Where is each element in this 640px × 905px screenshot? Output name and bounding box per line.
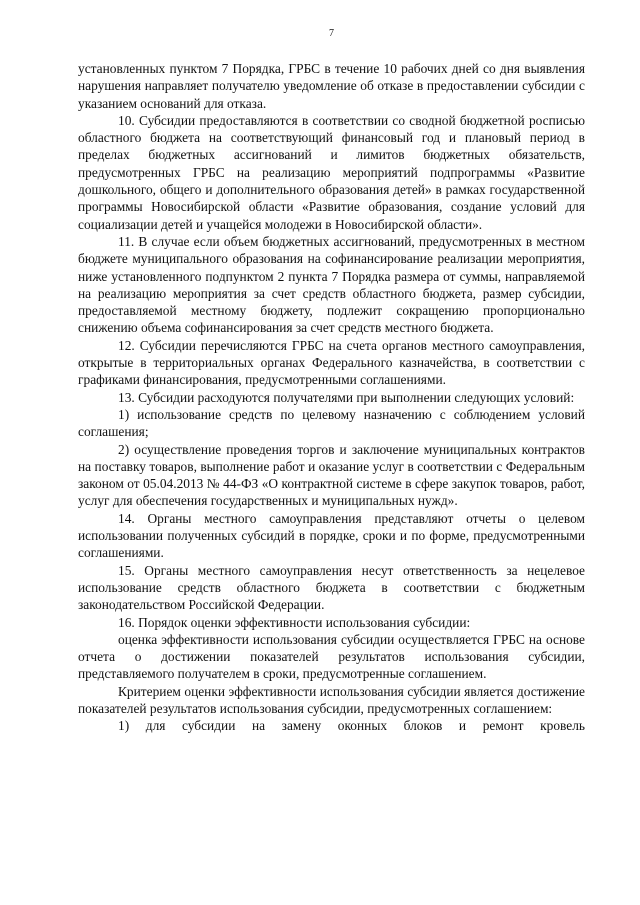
paragraph-15: 15. Органы местного самоуправления несут ответственность за нецелевое использование средств областного бюджета в соответствии с бюджетным законодательством Российской Федерации.: [78, 562, 585, 613]
paragraph-10: 10. Субсидии предоставляются в соответствии со сводной бюджетной росписью областного бюджета на соответствующий финансовый год и плановый период в пределах бюджетных ассигнований и лимитов бюджетных обязательств, предусмотренных ГРБС на реализацию мероприятий подпрограммы «Развитие дошкольного, общего и дополнительного образования детей» в рамках государственной программы Новосибирской области «Развитие образования, создание условий для социализации детей и учащейся молодежи в Новосибирской области».: [78, 112, 585, 232]
evaluation-method: оценка эффективности использования субсидии осуществляется ГРБС на основе отчета о достижении показателей результатов использования субсидии, представляемого получателем в сроки, предусмотренные соглашением.: [78, 631, 585, 682]
paragraph-12: 12. Субсидии перечисляются ГРБС на счета органов местного самоуправления, открытые в территориальных органах Федерального казначейства, в соответствии с графиками финансирования, предусмотренными соглашениями.: [78, 337, 585, 388]
paragraph-14: 14. Органы местного самоуправления представляют отчеты о целевом использовании полученных субсидий в порядке, сроки и по форме, предусмотренными соглашениями.: [78, 510, 585, 561]
page-number: 7: [329, 28, 334, 39]
paragraph-continuation: установленных пунктом 7 Порядка, ГРБС в течение 10 рабочих дней со дня выявления нарушения направляет получателю уведомление об отказе в предоставлении субсидии с указанием оснований для отказа.: [78, 61, 585, 111]
document-body: [78, 60, 585, 735]
paragraph-13: 13. Субсидии расходуются получателями при выполнении следующих условий:: [118, 389, 575, 405]
condition-1: 1) использование средств по целевому назначению с соблюдением условий соглашения;: [78, 406, 585, 440]
evaluation-criterion: Критерием оценки эффективности использования субсидии является достижение показателей результатов использования субсидии, предусмотренных соглашением:: [78, 683, 585, 716]
paragraph-11: 11. В случае если объем бюджетных ассигнований, предусмотренных в местном бюджете муниципального образования на софинансирование реализации мероприятия, ниже установленного подпунктом 2 пункта 7 Порядка размера от суммы, направляемой на реализацию мероприятия за счет средств областного бюджета, размер субсидии, предоставляемой местному бюджету, подлежит сокращению пропорционально снижению объема софинансирования за счет средств местного бюджета.: [78, 233, 585, 336]
subsidy-item-1: 1) для субсидии на замену оконных блоков и ремонт кровель: [118, 718, 585, 734]
paragraph-16: 16. Порядок оценки эффективности использования субсидии:: [118, 614, 471, 630]
condition-2: 2) осуществление проведения торгов и заключение муниципальных контрактов на поставку товаров, выполнение работ и оказание услуг в соответствии с Федеральным законом от 05.04.2013 № 44-ФЗ «О контрактной системе в сфере закупок товаров, работ, услуг для обеспечения государственных и муниципальных нужд».: [78, 441, 585, 509]
